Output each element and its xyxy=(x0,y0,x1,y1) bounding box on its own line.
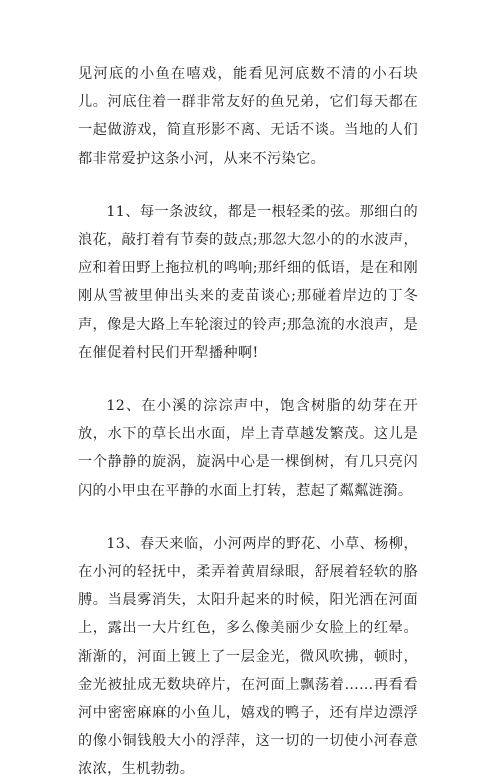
paragraph-12: 12、在小溪的淙淙声中，饱含树脂的幼芽在开放，水下的草长出水面，岸上青草越发繁茂。这儿是一个静静的旋涡，旋涡中心是一棵倒树，有几只亮闪闪的小甲虫在平静的水面上打转，惹起了粼粼涟漪。 xyxy=(78,398,418,499)
paragraph-13: 13、春天来临，小河两岸的野花、小草、杨柳，在小河的轻抚中，柔弄着黄眉绿眼，舒展着轻软的胳膊。当晨雾消失，太阳升起来的时候，阳光洒在河面上，露出一大片红色，多么像美丽少女脸上的红晕。渐渐的，河面上镀上了一层金光，微风吹拂，顿时，金光被扯成无数块碎片，在河面上飘荡着……再看看河中密密麻麻的小鱼儿，嬉戏的鸭子，还有岸边漂浮的像小铜钱般大小的浮萍，这一切的一切使小河春意浓浓，生机勃勃。 xyxy=(78,535,418,778)
document-page xyxy=(78,60,418,784)
paragraph-11: 11、每一条波纹，都是一根轻柔的弦。那细白的浪花，敲打着有节奏的鼓点;那忽大忽小的的水波声，应和着田野上拖拉机的鸣响;那纤细的低语，是在和刚刚从雪被里伸出头来的麦苗谈心;那碰着岸边的丁冬声，像是大路上车轮滚过的铃声;那急流的水浪声，是在催促着村民们开犁播种啊! xyxy=(78,203,418,361)
paragraph-continuation: 见河底的小鱼在嘻戏，能看见河底数不清的小石块儿。河底住着一群非常友好的鱼兄弟，它们每天都在一起做游戏，简直形影不离、无话不谈。当地的人们都非常爱护这条小河，从来不污染它。 xyxy=(78,66,418,167)
